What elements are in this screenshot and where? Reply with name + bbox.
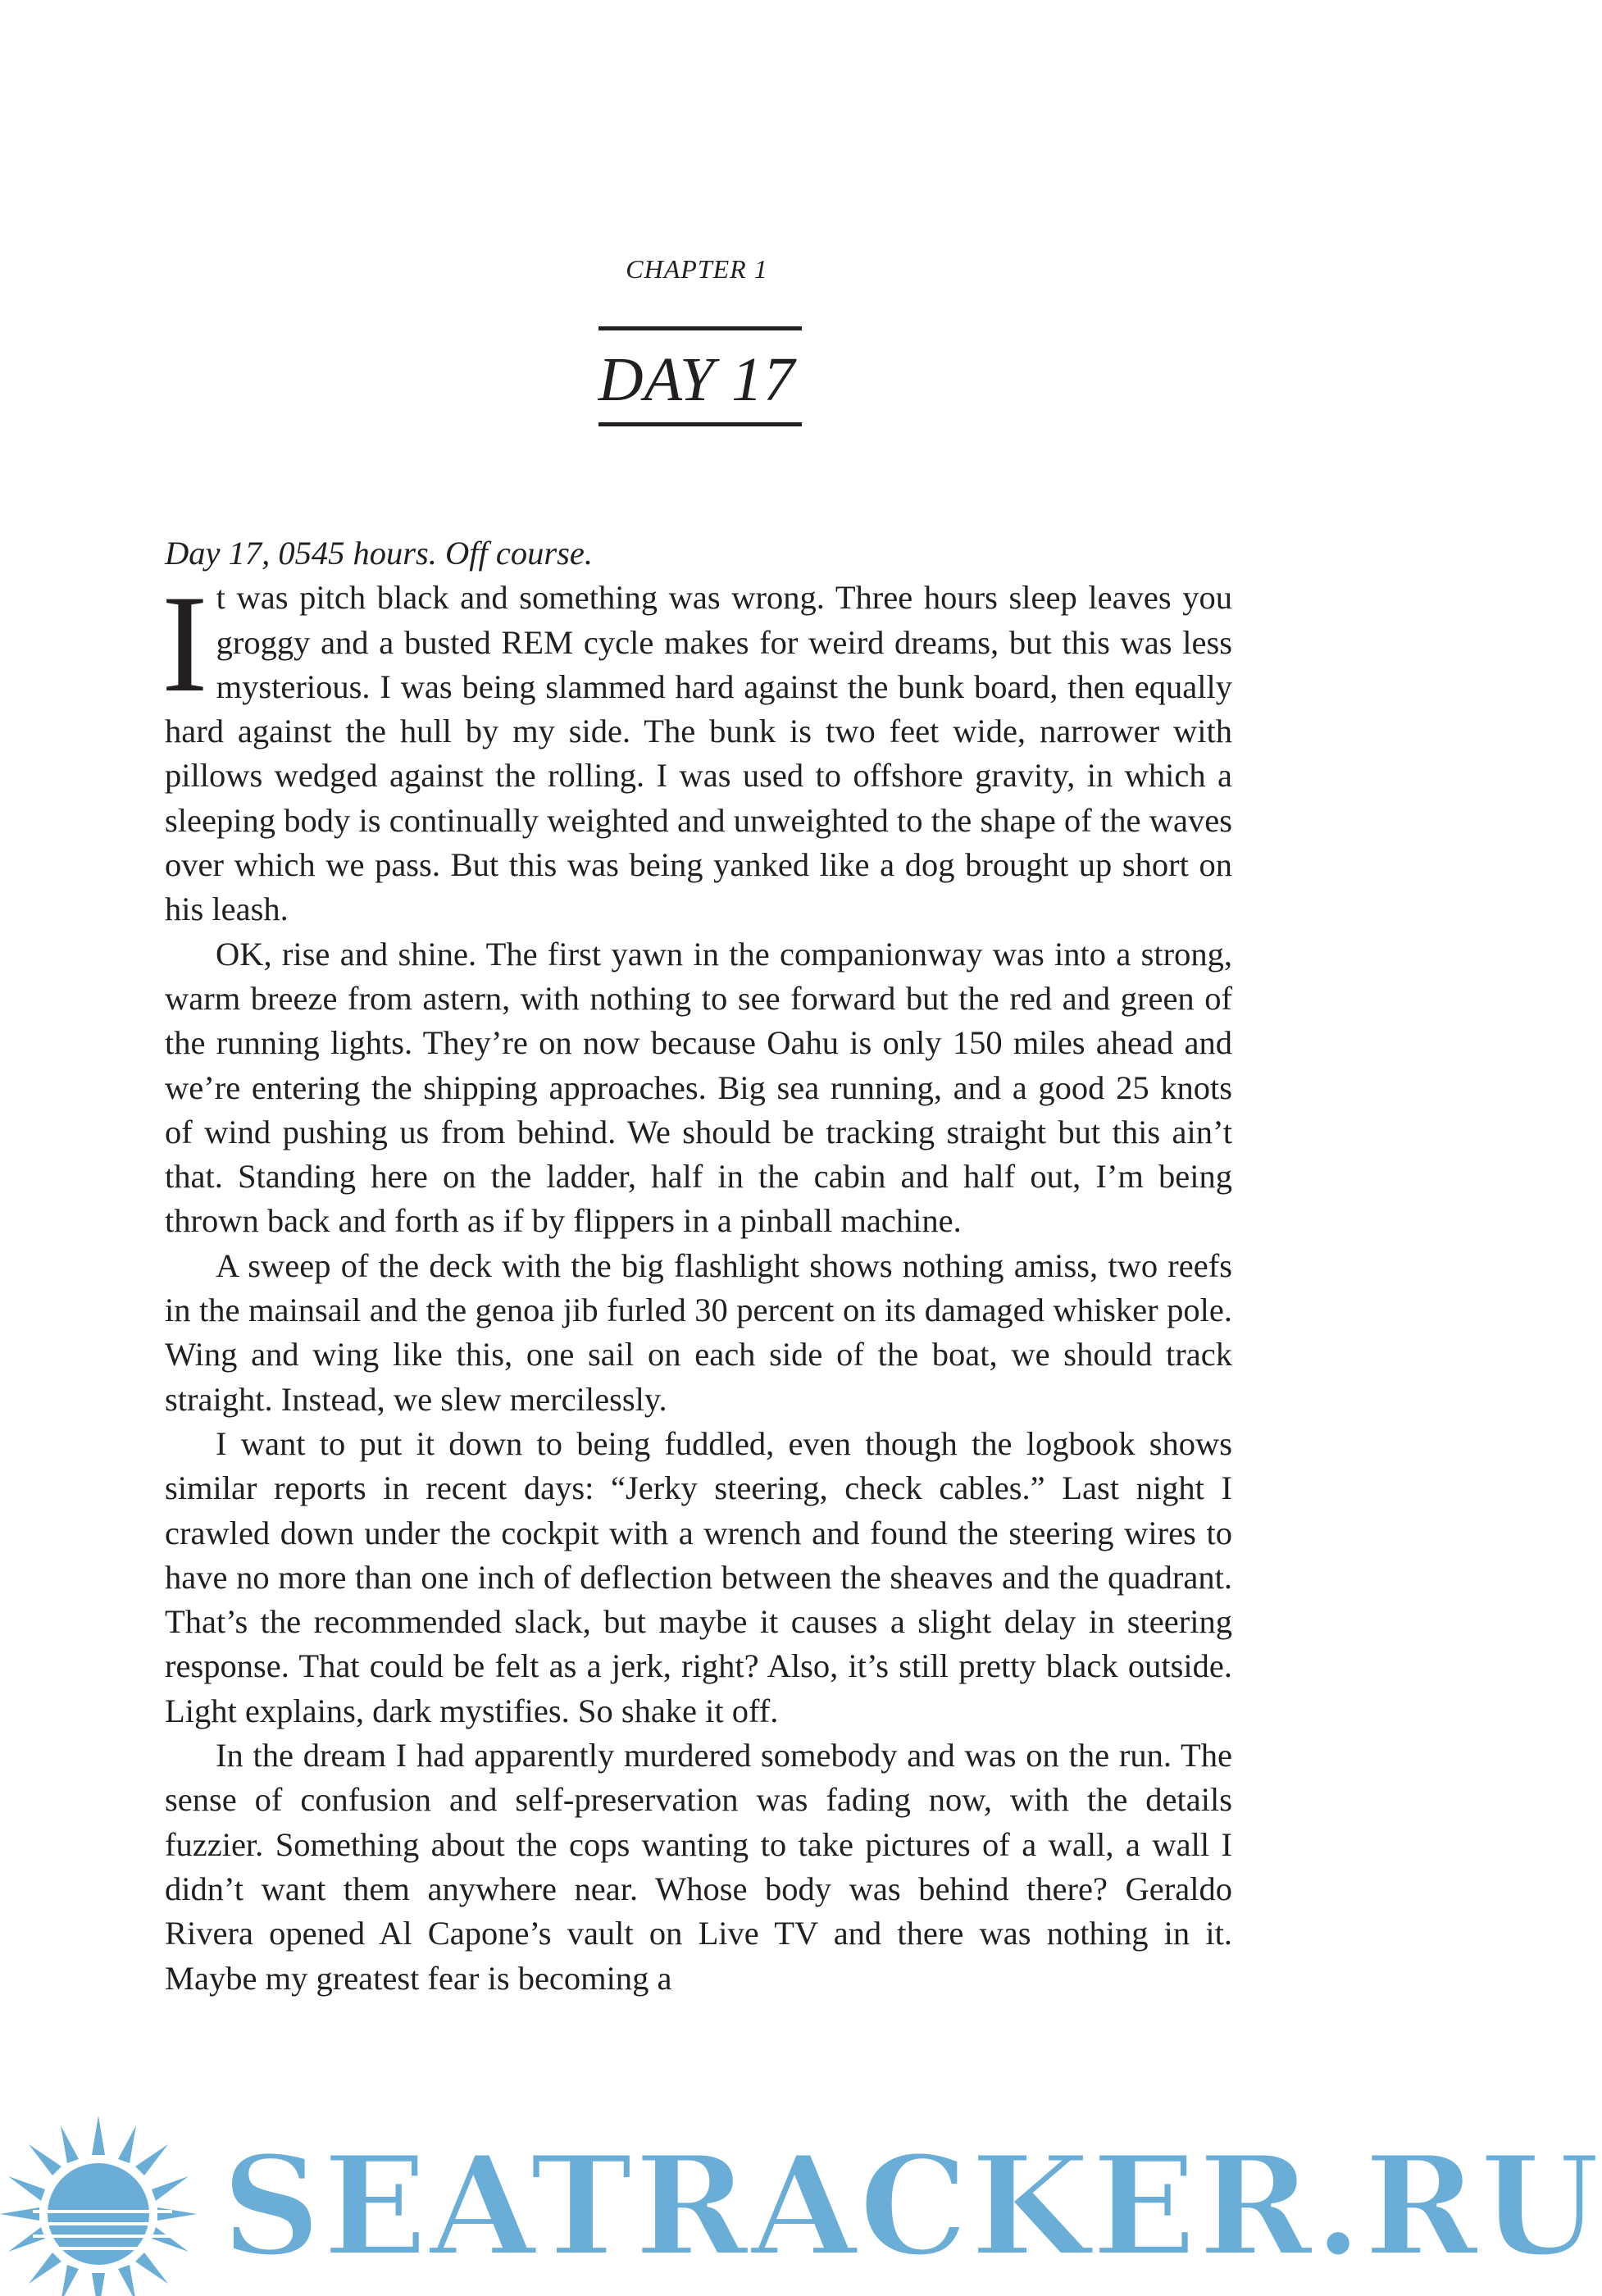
chapter-title: DAY 17 — [598, 345, 796, 414]
paragraph-1-text: t was pitch black and something was wrong. Three hours sleep leaves you groggy and a busted REM cycle makes for weird dreams, but this was less mysterious. I was being slammed hard against the bunk board, then equally hard against the hull by my side. The bunk is two feet wide, narrower with pillows wedged against the rolling. I was used to offshore gravity, in which a sleeping body is continually weighted and unweighted to the shape of the waves over which we pass. But this was being yanked like a dog brought up short on his leash. — [165, 579, 1232, 928]
paragraph-3: A sweep of the deck with the big flashlight shows nothing amiss, two reefs in the mainsail and the genoa jib furled 30 percent on its damaged whisker pole. Wing and wing like this, one sail on each side of the boat, we should track straight. Instead, we slew mercilessly. — [165, 1246, 1232, 1418]
title-rule-bottom — [598, 422, 802, 426]
chapter-label: CHAPTER 1 — [626, 254, 768, 284]
watermark-sun-icon — [0, 2107, 221, 2296]
chapter-body — [162, 531, 1232, 2001]
title-rule-top — [598, 326, 802, 330]
drop-cap: I — [162, 567, 208, 722]
paragraph-2: OK, rise and shine. The first yawn in the companionway was into a strong, warm breeze from astern, with nothing to see forward but the red and green of the running lights. They’re on now because Oahu is only 150 miles ahead and we’re entering the shipping approaches. Big sea running, and a good 25 knots of wind pushing us from behind. We should be tracking straight but this ain’t that. Standing here on the ladder, half in the cabin and half out, I’m being thrown back and forth as if by flippers in a pinball machine. — [165, 935, 1232, 1240]
watermark-text: SEATRACKER.RU — [221, 2125, 1602, 2287]
dateline: Day 17, 0545 hours. Off course. — [165, 535, 593, 572]
paragraph-1 — [162, 567, 1232, 932]
paragraph-4: I want to put it down to being fuddled, even though the logbook shows similar reports in recent days: “Jerky steering, check cables.” Last night I crawled down under the cockpit with a wrench and found the steering wires to have no more than one inch of deflection between the sheaves and the quadrant. That’s the recommended slack, but maybe it causes a slight delay in steering response. That could be felt as a jerk, right? Also, it’s still pretty black outside. Light explains, dark mystifies. So shake it off. — [165, 1424, 1232, 1729]
paragraph-5: In the dream I had apparently murdered somebody and was on the run. The sense of confusion and self-preservation was fading now, with the details fuzzier. Something about the cops wanting to take pictures of a wall, a wall I didn’t want them anywhere near. Whose body was behind there? Geraldo Rivera opened Al Capone’s vault on Live TV and there was nothing in it. Maybe my greatest fear is becoming a — [165, 1737, 1232, 1997]
